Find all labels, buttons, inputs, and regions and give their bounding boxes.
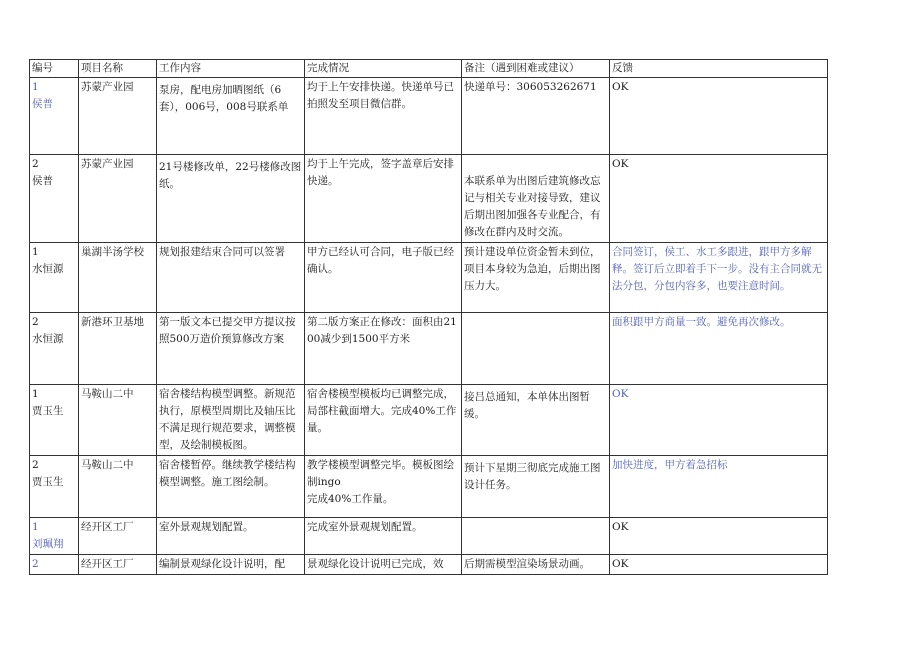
cell-number (30, 155, 79, 243)
cell-feedback: OK (610, 385, 828, 456)
cell-note (462, 385, 610, 456)
cell-note (462, 518, 610, 555)
row-number: 1 (32, 246, 39, 258)
cell-work: 编制景观绿化设计说明，配 (157, 555, 305, 575)
cell-feedback: 面积跟甲方商量一致。避免再次修改。 (610, 313, 828, 385)
table-row (30, 243, 828, 313)
cell-note: 快递单号：306053262671 (462, 78, 610, 155)
cell-work (157, 78, 305, 155)
header-work: 工作内容 (157, 60, 305, 78)
cell-project: 苏蒙产业园 (79, 155, 157, 243)
cell-number (30, 313, 79, 385)
row-number: 2 (32, 316, 39, 328)
cell-feedback: OK (610, 555, 828, 575)
cell-feedback: OK (610, 78, 828, 155)
row-number: 2 (32, 459, 39, 471)
cell-done: 甲方已经认可合同，电子版已经确认。 (305, 243, 462, 313)
row-person: 侯普 (32, 98, 53, 110)
cell-done: 教学楼模型调整完毕。模板图绘制ingo 完成40%工作量。 (305, 456, 462, 518)
work-text: 21号楼修改单，22号楼修改图纸。 (159, 161, 302, 190)
work-report-table (29, 59, 828, 575)
row-person: 水恒源 (32, 263, 64, 275)
cell-number (30, 518, 79, 555)
cell-done: 景观绿化设计说明已完成，效 (305, 555, 462, 575)
cell-work: 规划报建结束合同可以签署 (157, 243, 305, 313)
work-text: 泵房，配电房加晒图纸（6套），006号，008号联系单 (159, 84, 289, 113)
row-number: 1 (32, 388, 39, 400)
cell-note: 预计建设单位资金暂未到位，项目本身较为急迫，后期出图压力大。 (462, 243, 610, 313)
table-row (30, 385, 828, 456)
cell-done: 均于上午安排快递。快递单号已拍照发至项目微信群。 (305, 78, 462, 155)
cell-feedback: 合同签订，侯工、水工多跟进，跟甲方多解释。签订后立即着手下一步。没有主合同就无法分包，分包内容多，也要注意时间。 (610, 243, 828, 313)
row-person: 侯普 (32, 175, 53, 187)
cell-work: 宿舍楼结构模型调整。新规范执行，原模型周期比及轴压比不满足现行规范要求，调整模型，及绘制模板图。 (157, 385, 305, 456)
table-row (30, 78, 828, 155)
header-done: 完成情况 (305, 60, 462, 78)
cell-number (30, 243, 79, 313)
row-number: 1 (32, 81, 39, 93)
header-project: 项目名称 (79, 60, 157, 78)
cell-done: 第二版方案正在修改：面积由2100减少到1500平方米 (305, 313, 462, 385)
cell-work: 宿舍楼暂停。继续教学楼结构模型调整。施工图绘制。 (157, 456, 305, 518)
cell-project: 经开区工厂 (79, 555, 157, 575)
cell-work: 第一版文本已提交甲方提议按照500万造价预算修改方案 (157, 313, 305, 385)
header-feedback: 反馈 (610, 60, 828, 78)
cell-feedback: OK (610, 155, 828, 243)
header-number: 编号 (30, 60, 79, 78)
row-person: 刘珮翔 (32, 538, 64, 550)
cell-project: 马鞍山二中 (79, 456, 157, 518)
cell-feedback: 加快进度，甲方着急招标 (610, 456, 828, 518)
table-row (30, 518, 828, 555)
cell-done: 完成室外景观规划配置。 (305, 518, 462, 555)
cell-number (30, 385, 79, 456)
row-person: 贾玉生 (32, 476, 64, 488)
cell-work (157, 155, 305, 243)
header-note: 备注（遇到困难或建议） (462, 60, 610, 78)
cell-note: 后期需模型渲染场景动画。 (462, 555, 610, 575)
cell-project: 马鞍山二中 (79, 385, 157, 456)
cell-work: 室外景观规划配置。 (157, 518, 305, 555)
cell-project: 经开区工厂 (79, 518, 157, 555)
table-row (30, 313, 828, 385)
table-row (30, 456, 828, 518)
cell-project: 苏蒙产业园 (79, 78, 157, 155)
cell-number (30, 78, 79, 155)
row-number: 1 (32, 521, 39, 533)
header-row (30, 60, 828, 78)
cell-feedback: OK (610, 518, 828, 555)
cell-number (30, 456, 79, 518)
cell-note (462, 155, 610, 243)
cell-note (462, 313, 610, 385)
row-person: 水恒源 (32, 333, 64, 345)
note-text: 接吕总通知，本单体出图暂缓。 (464, 391, 590, 420)
row-number: 2 (32, 158, 39, 170)
cell-done: 均于上午完成，签字盖章后安排快递。 (305, 155, 462, 243)
cell-project: 巢湖半汤学校 (79, 243, 157, 313)
cell-note (462, 456, 610, 518)
note-text: 预计下星期三彻底完成施工图设计任务。 (464, 462, 601, 491)
row-number: 2 (32, 558, 39, 570)
table-row (30, 555, 828, 575)
cell-project: 新港环卫基地 (79, 313, 157, 385)
cell-done: 宿舍楼模型模板均已调整完成，局部柱截面增大。完成40%工作量。 (305, 385, 462, 456)
table-row (30, 155, 828, 243)
row-person: 贾玉生 (32, 405, 64, 417)
note-text: 本联系单为出图后建筑修改忘记与相关专业对接导致，建议后期出图加强各专业配合，有修改在群内及时交流。 (464, 175, 601, 238)
cell-number (30, 555, 79, 575)
